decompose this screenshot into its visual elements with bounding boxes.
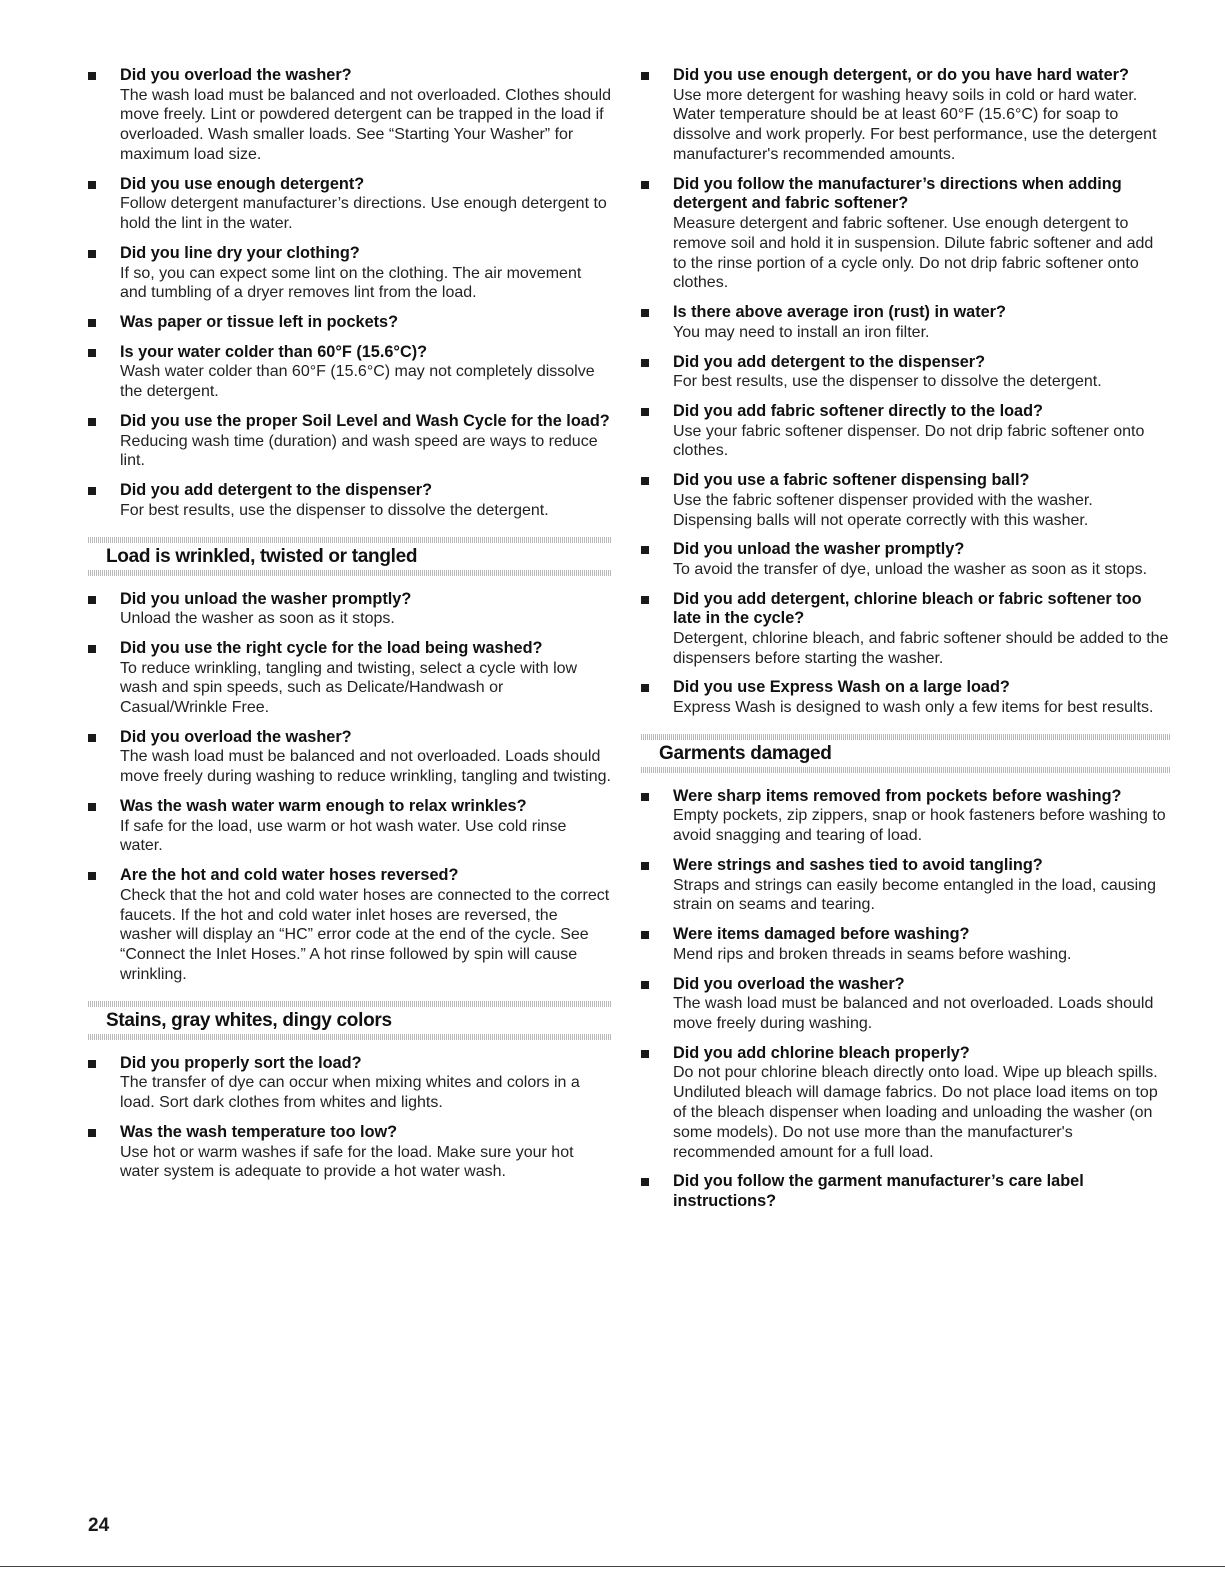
bullet-icon — [641, 793, 649, 801]
item-answer: Use hot or warm washes if safe for the load. Make sure your hot water system is adequate to provide a hot water wash. — [120, 1143, 574, 1181]
item-question: Is there above average iron (rust) in water? — [673, 303, 1006, 322]
item-answer: For best results, use the dispenser to dissolve the detergent. — [673, 373, 1102, 391]
bullet-icon — [88, 645, 96, 653]
bullet-icon — [88, 1129, 96, 1137]
troubleshooting-item — [88, 244, 612, 303]
item-question: Did you unload the washer promptly? — [120, 589, 412, 608]
section-rule-bottom — [88, 1034, 612, 1040]
bullet-icon — [88, 487, 96, 495]
item-question: Was paper or tissue left in pockets? — [120, 313, 399, 332]
item-answer: The wash load must be balanced and not overloaded. Loads should move freely during washing. — [673, 995, 1154, 1033]
section-header-garments — [641, 734, 1171, 773]
item-question: Did you overload the washer? — [120, 727, 352, 746]
item-question: Did you use enough detergent, or do you have hard water? — [673, 66, 1129, 84]
section-header-stains — [88, 1001, 612, 1040]
troubleshooting-item — [88, 175, 612, 234]
troubleshooting-item — [88, 590, 612, 629]
item-question: Did you add fabric softener directly to the load? — [673, 401, 1043, 420]
item-answer: To reduce wrinkling, tangling and twisting, select a cycle with low wash and spin speeds, such as Delicate/Handwash or Casual/Wrinkle Free. — [120, 659, 578, 717]
bullet-icon — [641, 981, 649, 989]
item-question: Were sharp items removed from pockets before washing? — [673, 786, 1122, 805]
bullet-icon — [641, 931, 649, 939]
bullet-icon — [88, 418, 96, 426]
bullet-icon — [88, 1060, 96, 1068]
item-answer: Follow detergent manufacturer’s directions. Use enough detergent to hold the lint in the water. — [120, 195, 607, 233]
item-answer: To avoid the transfer of dye, unload the washer as soon as it stops. — [673, 560, 1148, 578]
bullet-icon — [641, 477, 649, 485]
section-rule-top — [641, 734, 1171, 740]
troubleshooting-item — [641, 1172, 1171, 1211]
item-answer: Straps and strings can easily become entangled in the load, causing strain on seams and tearing. — [673, 876, 1156, 914]
item-answer: The wash load must be balanced and not overloaded. Loads should move freely during washing to reduce wrinkling, tangling and twisting. — [120, 748, 611, 786]
item-question: Is your water colder than 60°F (15.6°C)? — [120, 342, 428, 361]
troubleshooting-item — [641, 402, 1171, 461]
item-question: Did you add detergent, chlorine bleach or fabric softener too late in the cycle? — [673, 589, 1142, 628]
section-title: Garments damaged — [659, 742, 832, 764]
item-answer: Measure detergent and fabric softener. Use enough detergent to remove soil and hold it in suspension. Dilute fabric softener and add to the rinse portion of a cycle only. Do not drip fabric softener onto clothes. — [673, 214, 1154, 292]
troubleshooting-item — [88, 639, 612, 718]
item-answer: Use more detergent for washing heavy soils in cold or hard water. Water temperature should be at least 60°F (15.6°C) for soap to dissolve and work properly. For best performance, use the detergent manufacturer's recommended amounts. — [673, 86, 1157, 163]
bullet-icon — [88, 319, 96, 327]
lint-items-list — [88, 66, 612, 521]
stains-items-list — [88, 1054, 612, 1182]
bullet-icon — [88, 734, 96, 742]
item-question: Did you follow the garment manufacturer’s care label instructions? — [673, 1172, 1084, 1210]
bullet-icon — [641, 684, 649, 692]
troubleshooting-item — [88, 728, 612, 787]
bullet-icon — [641, 862, 649, 870]
bullet-icon — [88, 596, 96, 604]
bullet-icon — [641, 1050, 649, 1058]
bullet-icon — [88, 72, 96, 80]
page-bottom-divider — [0, 1566, 1225, 1567]
item-question: Did you add detergent to the dispenser? — [120, 481, 433, 500]
item-answer: The transfer of dye can occur when mixing whites and colors in a load. Sort dark clothes from whites and lights. — [120, 1074, 580, 1112]
bullet-icon — [641, 309, 649, 317]
item-answer: Use your fabric softener dispenser. Do not drip fabric softener onto clothes. — [673, 422, 1145, 460]
troubleshooting-item — [88, 1123, 612, 1182]
troubleshooting-item — [641, 590, 1171, 669]
troubleshooting-item — [88, 412, 612, 471]
section-title: Stains, gray whites, dingy colors — [106, 1009, 392, 1031]
item-question: Were items damaged before washing? — [673, 925, 970, 944]
bullet-icon — [88, 872, 96, 880]
page-number: 24 — [88, 1515, 110, 1536]
item-answer: Use the fabric softener dispenser provided with the washer. Dispensing balls will not operate correctly with this washer. — [673, 491, 1093, 529]
item-question: Did you unload the washer promptly? — [673, 540, 965, 559]
section-rule-top — [88, 1001, 612, 1007]
item-answer: Mend rips and broken threads in seams before washing. — [673, 945, 1072, 963]
section-header-wrinkled — [88, 537, 612, 576]
wrinkled-items-list — [88, 590, 612, 985]
troubleshooting-item — [88, 313, 612, 333]
item-answer: Empty pockets, zip zippers, snap or hook fasteners before washing to avoid snagging and tearing of load. — [673, 807, 1166, 845]
item-question: Are the hot and cold water hoses reversed? — [120, 866, 459, 885]
item-question: Was the wash water warm enough to relax wrinkles? — [120, 797, 527, 816]
troubleshooting-item — [641, 540, 1171, 579]
item-answer: Reducing wash time (duration) and wash speed are ways to reduce lint. — [120, 432, 598, 470]
troubleshooting-item — [641, 1044, 1171, 1163]
bullet-icon — [88, 349, 96, 357]
item-question: Did you use the right cycle for the load being washed? — [120, 638, 543, 657]
troubleshooting-item — [641, 303, 1171, 342]
bullet-icon — [641, 546, 649, 554]
item-answer: Wash water colder than 60°F (15.6°C) may not completely dissolve the detergent. — [120, 363, 595, 401]
item-question: Did you add detergent to the dispenser? — [673, 352, 986, 371]
troubleshooting-item — [641, 66, 1171, 165]
section-title: Load is wrinkled, twisted or tangled — [106, 545, 418, 567]
troubleshooting-item — [88, 866, 612, 985]
troubleshooting-item — [641, 471, 1171, 530]
garments-items-list — [641, 787, 1171, 1212]
bullet-icon — [88, 181, 96, 189]
item-question: Did you overload the washer? — [120, 66, 352, 84]
bullet-icon — [641, 72, 649, 80]
item-question: Did you add chlorine bleach properly? — [673, 1043, 970, 1062]
bullet-icon — [88, 250, 96, 258]
item-question: Did you use the proper Soil Level and Wash Cycle for the load? — [120, 411, 610, 430]
troubleshooting-item — [88, 797, 612, 856]
troubleshooting-item — [641, 856, 1171, 915]
stains-continued-items-list — [641, 66, 1171, 718]
item-answer: If so, you can expect some lint on the clothing. The air movement and tumbling of a dryer removes lint from the load. — [120, 264, 582, 302]
item-question: Did you overload the washer? — [673, 974, 905, 993]
troubleshooting-item — [641, 787, 1171, 846]
item-question: Did you properly sort the load? — [120, 1053, 362, 1072]
troubleshooting-item — [88, 1054, 612, 1113]
item-question: Were strings and sashes tied to avoid tangling? — [673, 856, 1043, 875]
item-answer: Check that the hot and cold water hoses are connected to the correct faucets. If the hot and cold water inlet hoses are reversed, the washer will display an “HC” error code at the end of the cycle. See “Connect the Inlet Hoses.” A hot rinse followed by spin will cause wrinkling. — [120, 886, 610, 984]
bullet-icon — [641, 596, 649, 604]
right-column — [641, 66, 1171, 1222]
troubleshooting-item — [641, 678, 1171, 717]
item-question: Did you use Express Wash on a large load? — [673, 678, 1010, 697]
item-question: Was the wash temperature too low? — [120, 1123, 398, 1142]
item-question: Did you use a fabric softener dispensing ball? — [673, 471, 1030, 490]
bullet-icon — [641, 359, 649, 367]
item-answer: Do not pour chlorine bleach directly onto load. Wipe up bleach spills. Undiluted bleach will damage fabrics. Do not place load items on top of the bleach dispenser when loading and unloading the washer (on some models). Do not use more than the manufacturer's recommended amount for a full load. — [673, 1064, 1158, 1161]
item-answer: You may need to install an iron filter. — [673, 323, 930, 341]
item-answer: If safe for the load, use warm or hot wash water. Use cold rinse water. — [120, 817, 567, 855]
item-answer: Unload the washer as soon as it stops. — [120, 610, 395, 628]
bullet-icon — [641, 408, 649, 416]
item-question: Did you line dry your clothing? — [120, 243, 360, 262]
bullet-icon — [88, 803, 96, 811]
item-question: Did you follow the manufacturer’s directions when adding detergent and fabric softener? — [673, 174, 1122, 213]
item-answer: Express Wash is designed to wash only a few items for best results. — [673, 699, 1154, 717]
bullet-icon — [641, 1178, 649, 1186]
section-rule-top — [88, 537, 612, 543]
item-answer: Detergent, chlorine bleach, and fabric softener should be added to the dispensers before starting the washer. — [673, 629, 1169, 667]
troubleshooting-item — [88, 66, 612, 165]
item-question: Did you use enough detergent? — [120, 174, 365, 193]
section-rule-bottom — [88, 570, 612, 576]
troubleshooting-item — [641, 175, 1171, 293]
troubleshooting-item — [641, 975, 1171, 1034]
troubleshooting-item — [641, 353, 1171, 392]
section-rule-bottom — [641, 767, 1171, 773]
item-answer: For best results, use the dispenser to dissolve the detergent. — [120, 501, 549, 519]
troubleshooting-item — [88, 481, 612, 520]
troubleshooting-item — [88, 343, 612, 402]
item-answer: The wash load must be balanced and not overloaded. Clothes should move freely. Lint or powdered detergent can be trapped in the load if overloaded. Wash smaller loads. See “Starting Your Washer” for maximum load size. — [120, 86, 611, 163]
bullet-icon — [641, 181, 649, 189]
troubleshooting-item — [641, 925, 1171, 964]
left-column — [88, 66, 612, 1192]
